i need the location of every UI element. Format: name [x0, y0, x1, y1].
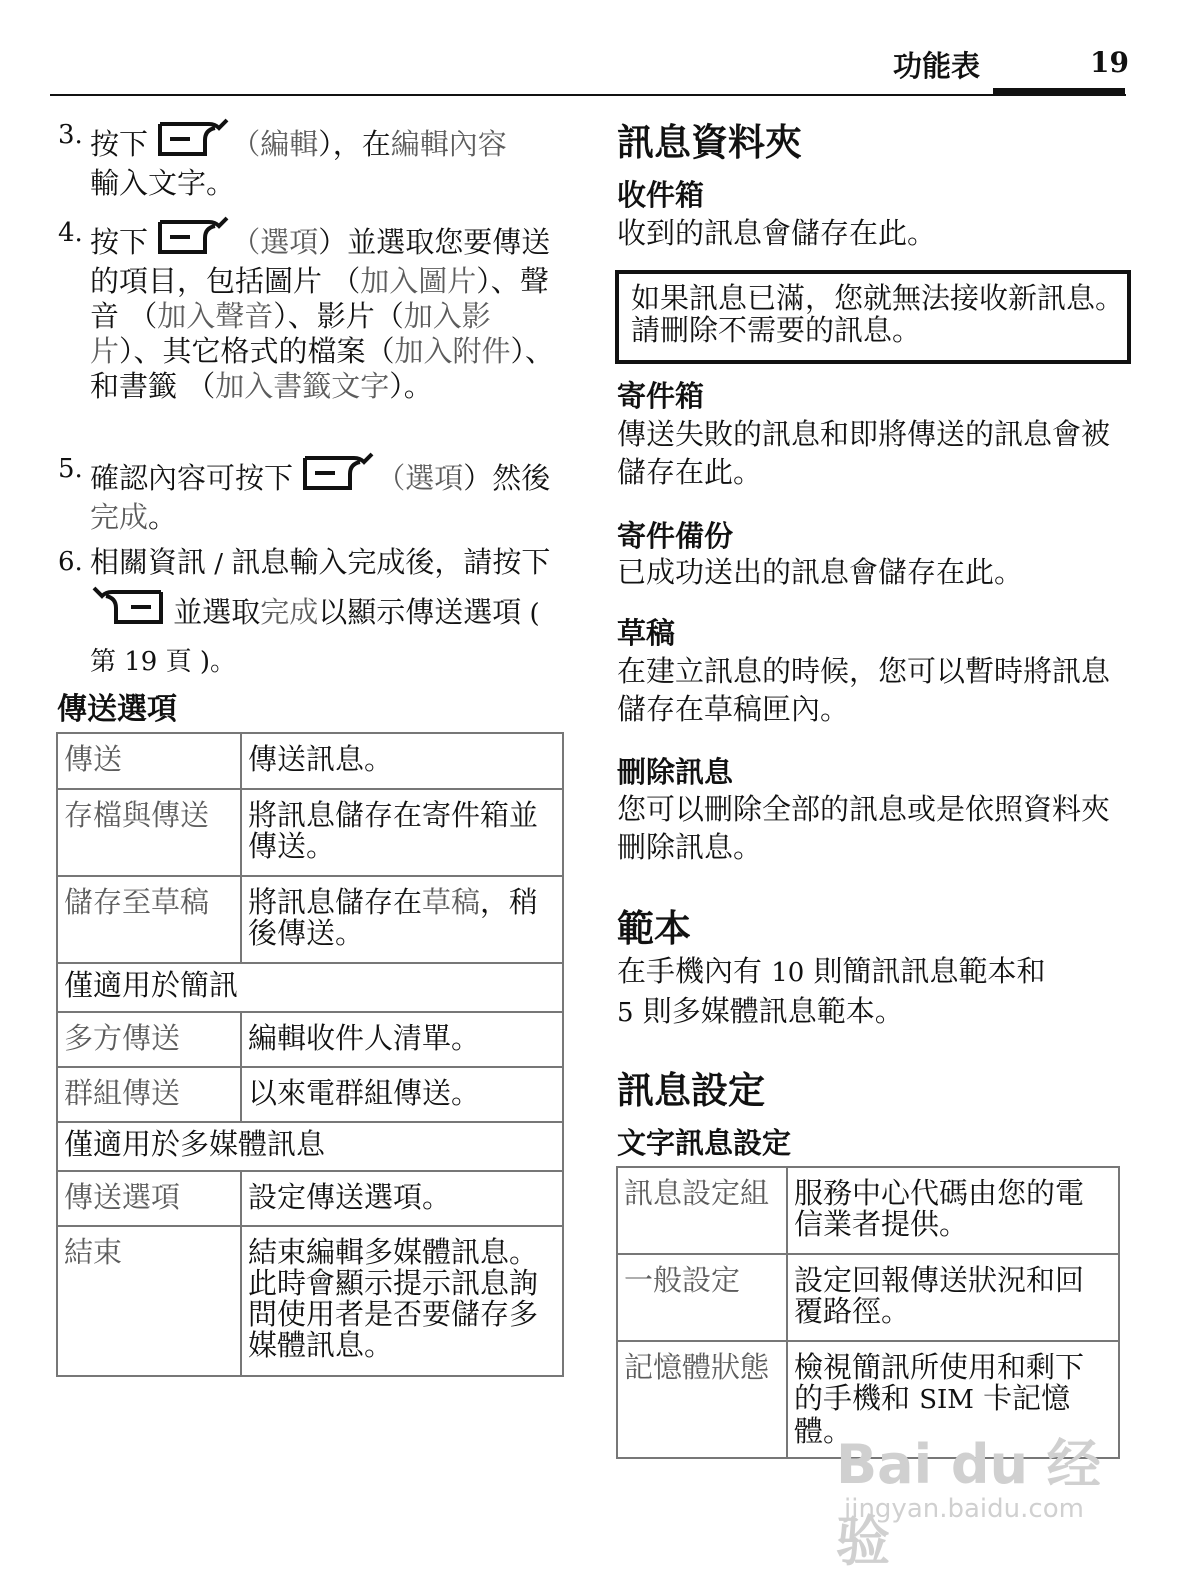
table-row: 結束 結束編輯多媒體訊息。此時會顯示提示訊息詢問使用者是否要儲存多媒體訊息。: [57, 1226, 563, 1376]
table-row: 儲存至草稿 將訊息儲存在草稿，稍後傳送。: [57, 876, 563, 963]
send-options-title: 傳送選項: [57, 692, 177, 727]
step-number: 3.: [58, 120, 83, 150]
left-soft-key-icon: [157, 118, 231, 166]
inbox-text: 收到的訊息會儲存在此。: [617, 216, 937, 250]
templates-text: 在手機內有 10 則簡訊訊息範本和 5 則多媒體訊息範本。: [617, 954, 1046, 1028]
table-row: 一般設定 設定回報傳送狀況和回覆路徑。: [617, 1254, 1119, 1341]
table-row: 傳送選項 設定傳送選項。: [57, 1171, 563, 1226]
running-header-title: 功能表: [893, 49, 981, 83]
step-number: 6.: [58, 547, 83, 577]
outbox-heading: 寄件箱: [617, 379, 705, 413]
watermark-logo: Bai du 经验: [836, 1433, 1101, 1573]
baidu-watermark: [836, 1422, 1136, 1573]
delete-heading: 刪除訊息: [617, 755, 734, 789]
step-6: 6. 相關資訊 / 訊息輸入完成後，請按下 並選取完成以顯示傳送選項 ( 第 19 頁 )。: [58, 540, 563, 684]
delete-text: 您可以刪除全部的訊息或是依照資料夾刪除訊息。: [617, 792, 1111, 864]
table-row: 多方傳送 編輯收件人清單。: [57, 1012, 563, 1067]
table-section-row: 僅適用於多媒體訊息: [57, 1122, 563, 1171]
table-row: 訊息設定組 服務中心代碼由您的電信業者提供。: [617, 1167, 1119, 1254]
sms-settings-heading: 文字訊息設定: [617, 1126, 792, 1160]
sent-text: 已成功送出的訊息會儲存在此。: [617, 555, 1024, 589]
sms-settings-table: [616, 1166, 1120, 1459]
table-row: 記憶體狀態 檢視簡訊所使用和剩下的手機和 SIM 卡記憶體。: [617, 1341, 1119, 1458]
left-soft-key-icon: [157, 216, 231, 264]
page-number: 19: [1090, 46, 1129, 79]
step-number: 5.: [58, 454, 83, 484]
inbox-heading: 收件箱: [617, 178, 705, 212]
table-row: 傳送 傳送訊息。: [57, 733, 563, 789]
step-number: 4.: [58, 218, 83, 248]
send-options-table: [56, 732, 564, 1377]
step-5: 5. 確認內容可按下 （選項）然後完成。: [58, 454, 551, 534]
header-accent-bar: [993, 88, 1125, 96]
drafts-heading: 草稿: [617, 616, 676, 650]
watermark-url: jingyan.baidu.com: [844, 1494, 1084, 1524]
right-soft-key-icon: [90, 586, 164, 638]
message-folders-heading: 訊息資料夾: [617, 121, 802, 164]
note-box: 如果訊息已滿，您就無法接收新訊息。請刪除不需要的訊息。: [615, 270, 1131, 364]
left-soft-key-icon: [302, 452, 376, 500]
step-4: 4. 按下 （選項）並選取您要傳送的項目，包括圖片 （加入圖片）、聲音 （加入聲音）、影片（加入影片）、其它格式的檔案（加入附件）、和書籤 （加入書籤文字）。: [58, 218, 555, 403]
step-3: 3. 按下 （編輯），在編輯內容 輸入文字。: [58, 120, 507, 200]
outbox-text: 傳送失敗的訊息和即將傳送的訊息會被儲存在此。: [617, 417, 1111, 489]
message-settings-heading: 訊息設定: [617, 1069, 765, 1112]
table-section-row: 僅適用於簡訊: [57, 963, 563, 1012]
option-label: 編輯: [260, 127, 319, 161]
header-rule: [50, 94, 1126, 96]
templates-heading: 範本: [617, 907, 691, 950]
table-row: 存檔與傳送 將訊息儲存在寄件箱並傳送。: [57, 789, 563, 876]
table-row: 群組傳送 以來電群組傳送。: [57, 1067, 563, 1122]
sent-heading: 寄件備份: [617, 519, 734, 553]
drafts-text: 在建立訊息的時候，您可以暫時將訊息儲存在草稿匣內。: [617, 654, 1111, 726]
